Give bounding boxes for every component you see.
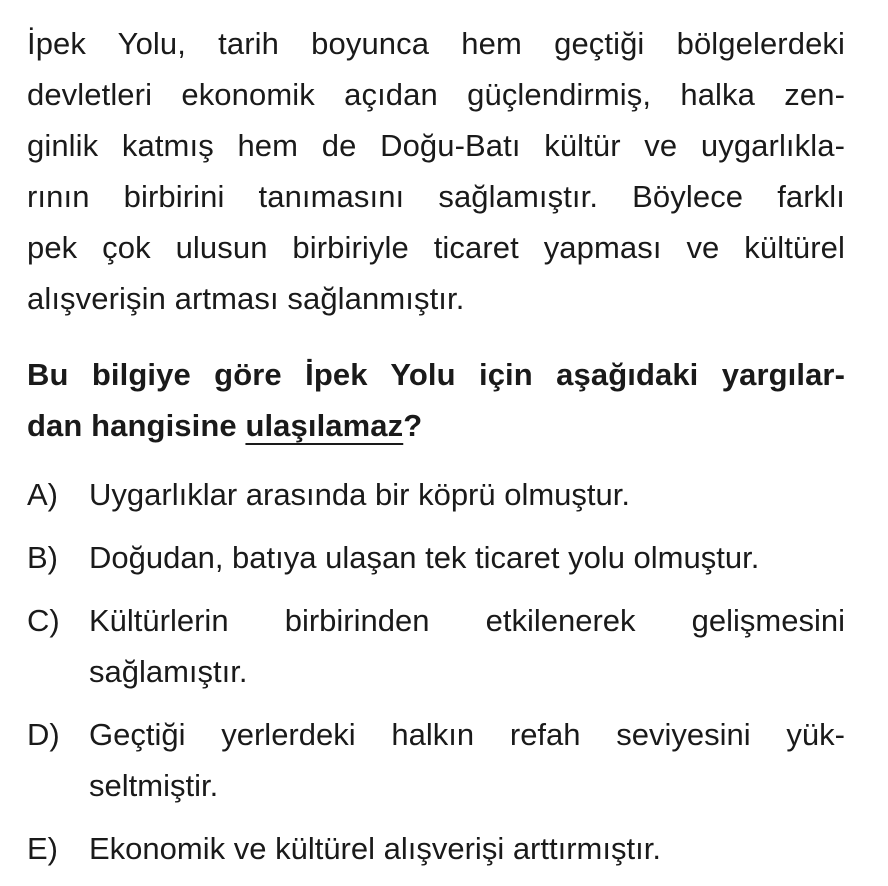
question-stem — [27, 349, 845, 451]
passage-line: pek çok ulusun birbiriyle ticaret yapması ve kültürel — [27, 230, 845, 265]
option-line: Geçtiği yerlerdeki halkın refah seviyesini yük- — [89, 717, 845, 752]
option-letter: E) — [27, 831, 58, 866]
option-line: Doğudan, batıya ulaşan tek ticaret yolu olmuştur. — [89, 540, 760, 575]
option-line: sağlamıştır. — [89, 654, 248, 689]
option-letter: D) — [27, 717, 60, 752]
option-text — [89, 823, 845, 874]
passage-line: İpek Yolu, tarih boyunca hem geçtiği bölgelerdeki — [27, 26, 845, 61]
passage-line: rının birbirini tanımasını sağlamıştır. Böylece farklı — [27, 179, 845, 214]
passage-line: ginlik katmış hem de Doğu-Batı kültür ve uygarlıkla- — [27, 128, 845, 163]
answer-options — [27, 469, 845, 874]
option-text — [89, 595, 845, 697]
option-b[interactable] — [27, 532, 845, 583]
option-text — [89, 469, 845, 520]
option-text — [89, 532, 845, 583]
passage — [27, 18, 845, 324]
passage-line: devletleri ekonomik açıdan güçlendirmiş, halka zen- — [27, 77, 845, 112]
option-text — [89, 709, 845, 811]
option-line: Kültürlerin birbirinden etkilenerek gelişmesini — [89, 603, 845, 638]
passage-line: alışverişin artması sağlanmıştır. — [27, 281, 465, 316]
option-line: Uygarlıklar arasında bir köprü olmuştur. — [89, 477, 631, 512]
question-page — [27, 18, 845, 886]
option-d[interactable] — [27, 709, 845, 811]
option-letter: B) — [27, 540, 58, 575]
question-keyword: ulaşılamaz — [245, 408, 404, 443]
option-line: seltmiştir. — [89, 768, 219, 803]
option-line: Ekonomik ve kültürel alışverişi arttırmıştır. — [89, 831, 661, 866]
option-e[interactable] — [27, 823, 845, 874]
question-line — [27, 400, 845, 451]
question-mark: ? — [403, 408, 423, 443]
question-line: Bu bilgiye göre İpek Yolu için aşağıdaki yargılar- — [27, 357, 845, 392]
question-text: dan hangisine — [27, 408, 246, 443]
option-c[interactable] — [27, 595, 845, 697]
option-a[interactable] — [27, 469, 845, 520]
option-letter: C) — [27, 603, 60, 638]
option-letter: A) — [27, 477, 58, 512]
